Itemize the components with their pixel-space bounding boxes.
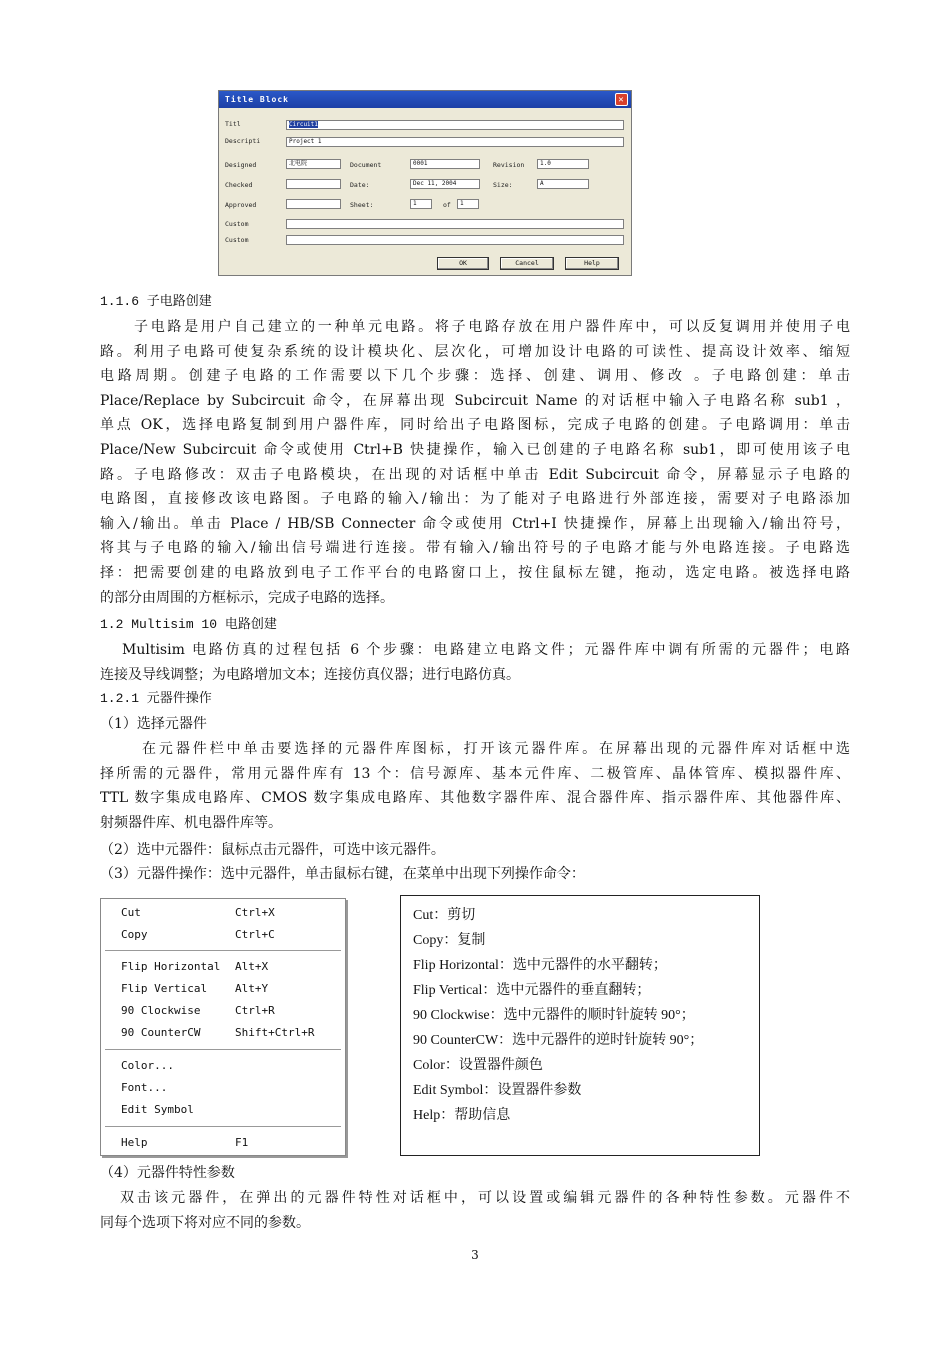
dialog-titlebar <box>219 91 631 108</box>
explanation-line: Copy：复制 <box>413 933 486 948</box>
menu-item-color[interactable]: Color... <box>121 1059 174 1072</box>
of-input[interactable]: 1 <box>457 199 479 209</box>
menu-shortcut: Alt+X <box>235 960 269 973</box>
menu-separator <box>105 1126 341 1128</box>
title-block-dialog <box>218 90 632 276</box>
paragraph-line: 输入/输出。单击 Place / HB/SB Connecter 命令或使用 Ctrl+I 快捷操作，屏幕上出现输入/输出符号， <box>100 515 850 532</box>
section-1-1-6-body <box>100 315 850 610</box>
section-heading-1-1-6: 1.1.6 子电路创建 <box>100 294 212 309</box>
checked-input[interactable] <box>286 179 341 189</box>
label-date: Date: <box>350 181 370 189</box>
label-of: of <box>443 201 451 209</box>
menu-shortcut: Ctrl+X <box>235 906 275 919</box>
paragraph-line: Place/Replace by Subcircuit 命令，在屏幕出现 Subcircuit Name 的对话框中输入子电路名称 sub1 ， <box>100 392 850 409</box>
document-input[interactable]: 0001 <box>410 159 480 169</box>
menu-item-90-clockwise[interactable]: 90 Clockwise <box>121 1004 201 1017</box>
menu-item-copy[interactable]: Copy <box>121 928 148 941</box>
menu-item-cut[interactable]: Cut <box>121 906 141 919</box>
explanation-line: Flip Horizontal：选中元器件的水平翻转； <box>413 958 667 973</box>
paragraph-line: 路。子电路修改：双击子电路模块，在出现的对话框中单击 Edit Subcircuit 命令，屏幕显示子电路的 <box>100 466 850 483</box>
paragraph-line: 的部分由周围的方框标示，完成子电路的选择。 <box>100 589 394 606</box>
description-input[interactable]: Project 1 <box>286 137 624 147</box>
menu-item-help[interactable]: Help <box>121 1136 148 1149</box>
paragraph-line: 单点 OK，选择电路复制到用户器件库，同时给出子电路图标，完成子电路的创建。子电路调用：单击 <box>100 417 850 434</box>
explanation-line: Cut：剪切 <box>413 908 476 923</box>
designed-input[interactable]: 北电院 <box>286 159 341 169</box>
ok-button[interactable]: OK <box>437 257 489 270</box>
paragraph-line: 电路周期。创建子电路的工作需要以下几个步骤：选择、创建、调用、修改 。子电路创建：单击 <box>100 368 850 385</box>
section-heading-1-2: 1.2 Multisim 10 电路创建 <box>100 617 277 632</box>
paragraph-line: Multisim 电路仿真的过程包括 6 个步骤：电路建立电路文件；元器件库中调有所需的元器件；电路 <box>122 642 850 658</box>
paragraph-line: 子电路是用户自己建立的一种单元电路。将子电路存放在用户器件库中，可以反复调用并使用子电 <box>134 319 850 335</box>
page-number: 3 <box>471 1248 479 1262</box>
menu-shortcut: Shift+Ctrl+R <box>235 1026 315 1039</box>
step-1-body <box>100 737 850 835</box>
size-input[interactable]: A <box>537 179 589 189</box>
command-explanation-box <box>400 895 760 1156</box>
paragraph-line: TTL 数字集成电路库、CMOS 数字集成电路库、其他数字器件库、混合器件库、指示器件库、其他器件库、 <box>100 790 850 807</box>
step-3-text: （3）元器件操作：选中元器件，单击鼠标右键，在菜单中出现下列操作命令： <box>100 866 585 882</box>
menu-separator <box>105 950 341 952</box>
context-menu <box>100 898 346 1156</box>
label-designed: Designed <box>225 161 257 169</box>
help-button[interactable]: Help <box>565 257 619 270</box>
label-document: Document <box>350 161 382 169</box>
label-approved: Approved <box>225 201 257 209</box>
label-sheet: Sheet: <box>350 201 374 209</box>
paragraph-line: 在元器件栏中单击要选择的元器件库图标，打开该元器件库。在屏幕出现的元器件库对话框中选 <box>142 741 850 757</box>
label-custom-1: Custom <box>225 220 249 228</box>
menu-shortcut: F1 <box>235 1136 249 1149</box>
paragraph-line: 电路图，直接修改该电路图。子电路的输入/输出：为了能对子电路进行外部连接，需要对子电路添加 <box>100 491 850 508</box>
step-4-body <box>100 1186 850 1235</box>
menu-item-flip-horizontal[interactable]: Flip Horizontal <box>121 960 221 973</box>
label-revision: Revision <box>493 161 525 169</box>
sheet-input[interactable]: 1 <box>410 199 432 209</box>
explanation-line: Flip Vertical：选中元器件的垂直翻转； <box>413 983 651 998</box>
paragraph-line: 射频器件库、机电器件库等。 <box>100 814 282 831</box>
paragraph-line: 将其与子电路的输入/输出信号端进行连接。带有输入/输出符号的子电路才能与外电路连接。子电路选 <box>100 540 850 557</box>
step-2-text: （2）选中元器件：鼠标点击元器件，可选中该元器件。 <box>100 842 445 858</box>
paragraph-line: 择：把需要创建的电路放到电子工作平台的电路窗口上，按住鼠标左键，拖动，选定电路。被选择电路 <box>100 564 850 581</box>
section-heading-1-2-1: 1.2.1 元器件操作 <box>100 691 212 706</box>
menu-shortcut: Ctrl+C <box>235 928 275 941</box>
step-1-heading: （1）选择元器件 <box>100 716 207 732</box>
explanation-line: Edit Symbol：设置器件参数 <box>413 1083 582 1098</box>
custom-input-2[interactable] <box>286 235 624 245</box>
revision-input[interactable]: 1.0 <box>537 159 589 169</box>
title-input[interactable]: Circuit1 <box>286 120 624 130</box>
menu-item-flip-vertical[interactable]: Flip Vertical <box>121 982 208 995</box>
paragraph-line: 双击该元器件，在弹出的元器件特性对话框中，可以设置或编辑元器件的各种特性参数。元器件不 <box>120 1190 850 1206</box>
date-input[interactable]: Dec 11, 2004 <box>410 179 480 189</box>
explanation-line: 90 Clockwise：选中元器件的顺时针旋转 90°； <box>413 1008 695 1023</box>
paragraph-line: Place/New Subcircuit 命令或使用 Ctrl+B 快捷操作，输入已创建的子电路名称 sub1，即可使用该子电 <box>100 441 850 458</box>
menu-item-90-counter-cw[interactable]: 90 CounterCW <box>121 1026 201 1039</box>
explanation-line: Color：设置器件颜色 <box>413 1058 543 1073</box>
paragraph-line: 同每个选项下将对应不同的参数。 <box>100 1214 310 1231</box>
paragraph-line: 择所需的元器件，常用元器件库有 13 个：信号源库、基本元件库、二极管库、晶体管库、模拟器件库、 <box>100 765 850 782</box>
menu-item-font[interactable]: Font... <box>121 1081 168 1094</box>
menu-separator <box>105 1049 341 1051</box>
explanation-line: Help：帮助信息 <box>413 1108 511 1123</box>
step-4-heading: （4）元器件特性参数 <box>100 1165 235 1181</box>
section-1-2-body <box>100 638 850 687</box>
menu-item-edit-symbol[interactable]: Edit Symbol <box>121 1103 194 1116</box>
approved-input[interactable] <box>286 199 341 209</box>
label-checked: Checked <box>225 181 253 189</box>
cancel-button[interactable]: Cancel <box>500 257 554 270</box>
label-size: Size: <box>493 181 513 189</box>
label-title: Titl <box>225 120 241 128</box>
dialog-title: Title Block <box>225 95 289 104</box>
paragraph-line: 路。利用子电路可使复杂系统的设计模块化、层次化，可增加设计电路的可读性、提高设计效率、缩短 <box>100 343 850 360</box>
close-icon[interactable]: ✕ <box>615 93 628 106</box>
label-description: Descripti <box>225 137 261 145</box>
explanation-line: 90 CounterCW：选中元器件的逆时针旋转 90°； <box>413 1033 704 1048</box>
menu-shortcut: Alt+Y <box>235 982 269 995</box>
menu-shortcut: Ctrl+R <box>235 1004 275 1017</box>
custom-input-1[interactable] <box>286 219 624 229</box>
label-custom-2: Custom <box>225 236 249 244</box>
paragraph-line: 连接及导线调整；为电路增加文本；连接仿真仪器；进行电路仿真。 <box>100 666 520 683</box>
